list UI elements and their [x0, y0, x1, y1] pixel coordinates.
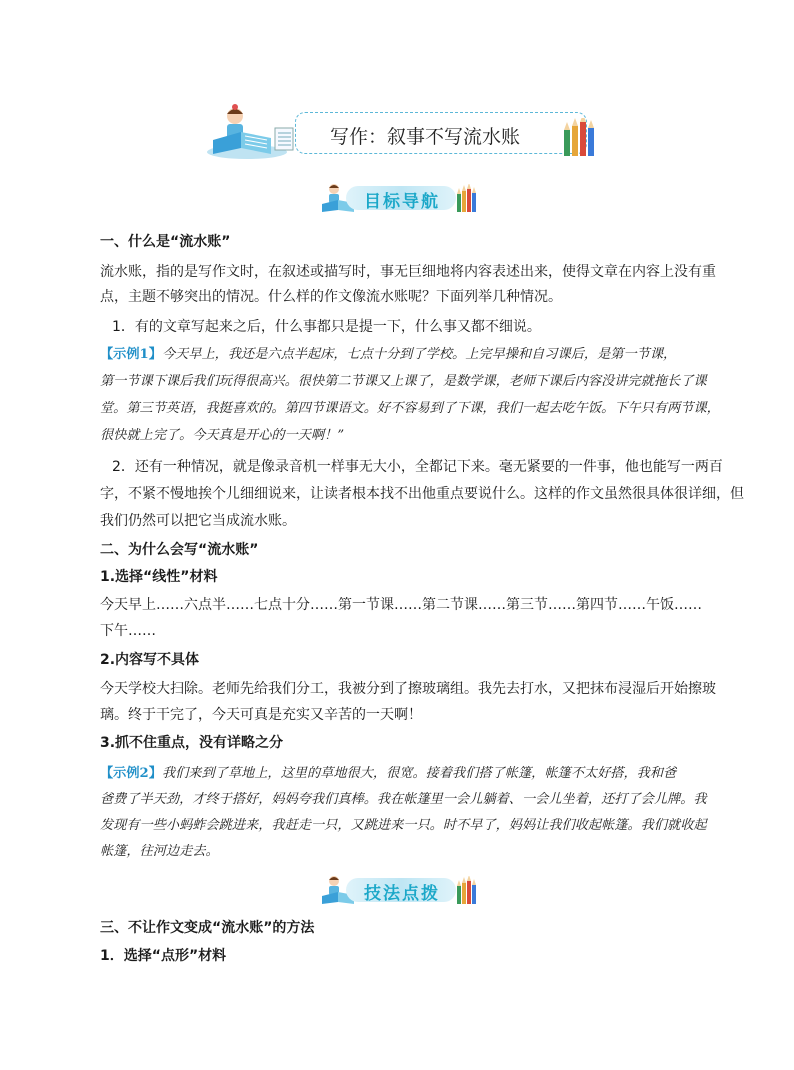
- example-2-line: 爸费了半天劲，才终于搭好，妈妈夸我们真棒。我在帐篷里一会儿躺着、一会儿坐着，还打了会儿牌。我: [100, 792, 707, 807]
- example-tag: 【示例2】: [100, 766, 162, 781]
- paragraph: 今天早上……六点半……七点十分……第一节课……第二节课……第三节……第四节……午饭……: [100, 597, 702, 613]
- example-tag: 【示例1】: [100, 347, 162, 362]
- heading-what-is: 一、什么是“流水账”: [100, 234, 231, 250]
- subheading: 3.抓不住重点，没有详略之分: [100, 735, 284, 751]
- paragraph: 流水账，指的是写作文时，在叙述或描写时，事无巨细地将内容表述出来，使得文章在内容上没有重: [100, 264, 716, 280]
- pencils-icon: [560, 118, 602, 158]
- section-label-techniques: 技法点拨: [364, 884, 440, 904]
- subheading: 1．选择“点形”材料: [100, 948, 227, 964]
- list-item: 1．有的文章写起来之后，什么事都只是提一下，什么事又都不细说。: [112, 319, 541, 335]
- heading-methods: 三、不让作文变成“流水账”的方法: [100, 920, 315, 936]
- paragraph: 璃。终于干完了，今天可真是充实又辛苦的一天啊！: [100, 707, 422, 723]
- pencils-icon: [456, 876, 478, 904]
- example-text: 我们来到了草地上，这里的草地很大，很宽。接着我们搭了帐篷，帐篷不太好搭，我和爸: [161, 766, 677, 781]
- subheading: 1.选择“线性”材料: [100, 569, 218, 585]
- paragraph: 今天学校大扫除。老师先给我们分工，我被分到了擦玻璃组。我先去打水，又把抹布浸湿后开始擦玻: [100, 681, 716, 697]
- example-1-line: [100, 345, 700, 365]
- example-text: 今天早上，我还是六点半起床，七点十分到了学校。上完早操和自习课后，是第一节课，: [161, 347, 677, 362]
- paragraph: 我们仍然可以把它当成流水账。: [100, 513, 296, 529]
- section-header-goals: [320, 180, 480, 214]
- section-label-goals: 目标导航: [364, 192, 440, 212]
- title-banner: [205, 104, 605, 160]
- example-1-line: 堂。第三节英语，我挺喜欢的。第四节课语文。好不容易到了下课，我们一起去吃午饭。下午只有两节课，: [100, 401, 720, 416]
- paragraph: 字，不紧不慢地挨个儿细细说来，让读者根本找不出他重点要说什么。这样的作文虽然很具体很详细，但: [100, 486, 744, 502]
- subheading: 2.内容写不具体: [100, 652, 200, 668]
- section-header-techniques: [320, 872, 480, 906]
- paragraph: 点，主题不够突出的情况。什么样的作文像流水账呢？下面列举几种情况。: [100, 289, 562, 305]
- pencils-icon: [456, 184, 478, 212]
- student-reading-icon: [205, 104, 305, 160]
- paragraph: 下午……: [100, 623, 156, 639]
- heading-why: 二、为什么会写“流水账”: [100, 542, 259, 558]
- page-title: 写作：叙事不写流水账: [329, 126, 520, 148]
- example-1-line: 很快就上完了。今天真是开心的一天啊！”: [100, 428, 345, 443]
- example-1-line: 第一节课下课后我们玩得很高兴。很快第二节课又上课了，是数学课，老师下课后内容没讲完就拖长了课: [100, 374, 707, 389]
- list-item: 2．还有一种情况，就是像录音机一样事无大小，全都记下来。毫无紧要的一件事，他也能写一两百: [112, 459, 723, 475]
- example-2-line: 发现有一些小蚂蚱会跳进来，我赶走一只，又跳进来一只。时不早了，妈妈让我们收起帐篷。我们就收起: [100, 818, 707, 833]
- example-2-line: 帐篷，往河边走去。: [100, 844, 219, 859]
- example-2-line: [100, 764, 700, 784]
